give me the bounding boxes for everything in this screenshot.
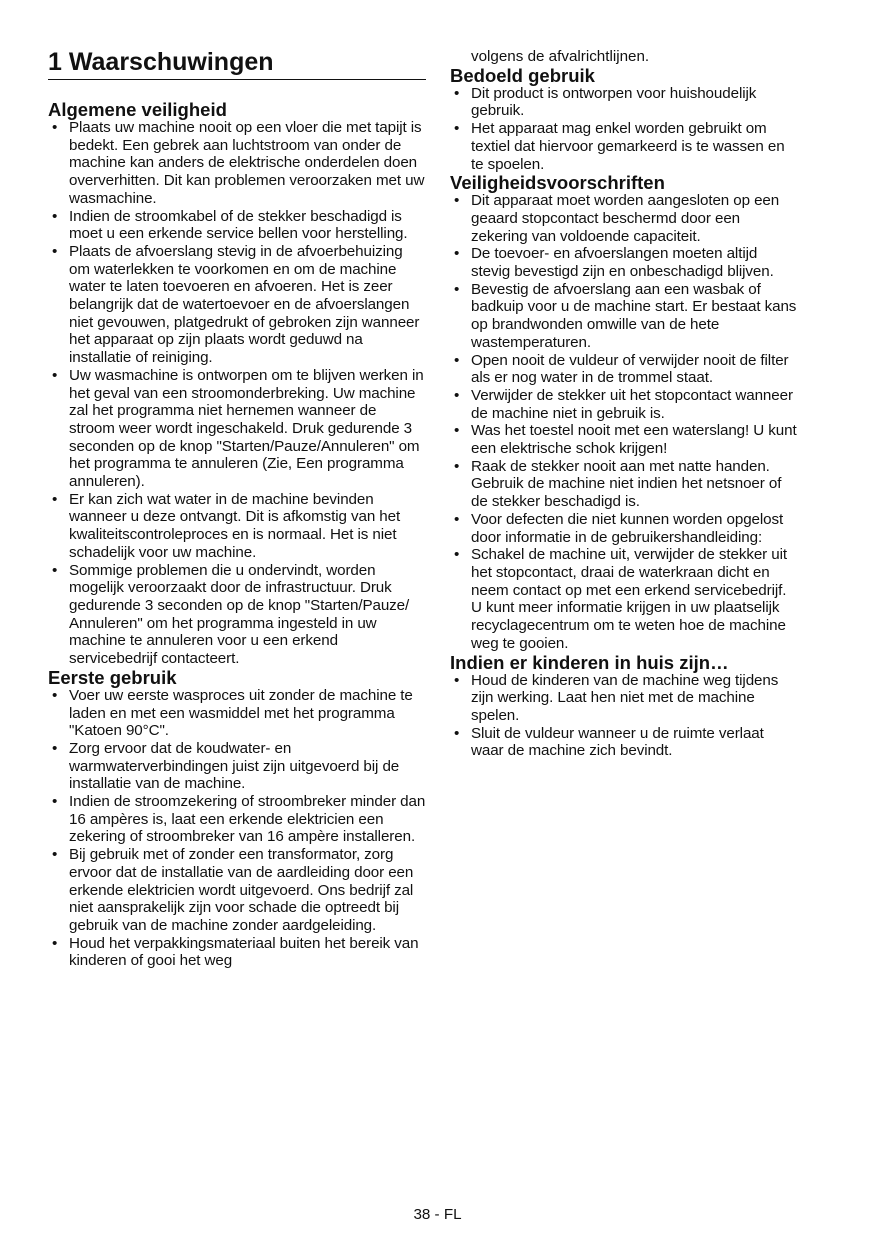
section-heading-children: Indien er kinderen in huis zijn… bbox=[450, 651, 729, 673]
list-item: • Uw wasmachine is ontworpen om te blijven werken in het geval van een stroomonderbreking. Uw machine zal het programma niet hernemen wanneer de stroom weer wordt ingeschakeld. Druk gedurende 3 seconden op de knop "Starten/Pauze/Annuleren" om het programma te annuleren (Zie, Een programma annuleren). bbox=[48, 367, 426, 491]
children-list bbox=[450, 672, 800, 761]
continued-text: volgens de afvalrichtlijnen. bbox=[471, 48, 650, 65]
intended-use-list bbox=[450, 85, 800, 174]
list-item: • Indien de stroomzekering of stroombreker minder dan 16 ampères is, laat een erkende elektricien een zekering of stroombreker van 16 ampère installeren. bbox=[48, 793, 426, 846]
list-item: • Voer uw eerste wasproces uit zonder de machine te laden en met een wasmiddel met het programma "Katoen 90°C". bbox=[48, 687, 426, 740]
list-item: • Voor defecten die niet kunnen worden opgelost door informatie in de gebruikershandleiding: bbox=[450, 511, 800, 546]
section-heading-intended-use: Bedoeld gebruik bbox=[450, 64, 595, 86]
left-column bbox=[48, 48, 426, 970]
safety-rules-list bbox=[450, 192, 800, 652]
first-use-list bbox=[48, 687, 426, 970]
list-item: • Bij gebruik met of zonder een transformator, zorg ervoor dat de installatie van de aardleiding door een erkende elektricien wordt uitgevoerd. Ons bedrijf zal niet aansprakelijk zijn voor schade die optreedt bij gebruik van de machine zonder aardgeleiding. bbox=[48, 846, 426, 935]
right-column bbox=[450, 48, 800, 760]
list-item: • Dit product is ontworpen voor huishoudelijk gebruik. bbox=[450, 85, 800, 120]
list-item: • Het apparaat mag enkel worden gebruikt om textiel dat hiervoor gemarkeerd is te wassen en te spoelen. bbox=[450, 120, 800, 173]
list-item: • Houd de kinderen van de machine weg tijdens zijn werking. Laat hen niet met de machine spelen. bbox=[450, 672, 800, 725]
section-heading-general-safety: Algemene veiligheid bbox=[48, 99, 227, 120]
list-item: • Dit apparaat moet worden aangesloten op een geaard stopcontact beschermd door een zekering van voldoende capaciteit. bbox=[450, 192, 800, 245]
section-heading-safety-rules: Veiligheidsvoorschriften bbox=[450, 172, 665, 194]
list-item: • Open nooit de vuldeur of verwijder nooit de filter als er nog water in de trommel staat. bbox=[450, 352, 800, 387]
page-title: 1 Waarschuwingen bbox=[48, 48, 426, 80]
list-item: • Plaats de afvoerslang stevig in de afvoerbehuizing om waterlekken te voorkomen en om de machine water te laten toevoeren en afvoeren. Het is zeer belangrijk dat de watertoevoer en de afvoerslangen niet gevouwen, platgedrukt of gebroken zijn wanneer het apparaat op zijn plaats wordt geduwd na installatie of reiniging. bbox=[48, 243, 426, 367]
list-item: • Sommige problemen die u ondervindt, worden mogelijk veroorzaakt door de infrastructuur. Druk gedurende 3 seconden op de knop "Starten/Pauze/ Annuleren" om het programma ingesteld in uw machine te annuleren voor u een erkend servicebedrijf contacteert. bbox=[48, 562, 426, 668]
list-item: • Houd het verpakkingsmateriaal buiten het bereik van kinderen of gooi het weg bbox=[48, 935, 426, 970]
list-item: • Was het toestel nooit met een waterslang! U kunt een elektrische schok krijgen! bbox=[450, 422, 800, 457]
list-item: • Verwijder de stekker uit het stopcontact wanneer de machine niet in gebruik is. bbox=[450, 387, 800, 422]
list-item: • Bevestig de afvoerslang aan een wasbak of badkuip voor u de machine start. Er bestaat kans op brandwonden omwille van de hete wastemperaturen. bbox=[450, 281, 800, 352]
page-number: 38 - FL bbox=[413, 1206, 462, 1223]
list-item: • Plaats uw machine nooit op een vloer die met tapijt is bedekt. Een gebrek aan luchtstroom van onder de machine kan anders de elektrische onderdelen doen oververhitten. Dit kan problemen veroorzaken met uw wasmachine. bbox=[48, 119, 426, 208]
list-item: • Raak de stekker nooit aan met natte handen. Gebruik de machine niet indien het netsnoer of de stekker beschadigd is. bbox=[450, 458, 800, 511]
list-item: • Er kan zich wat water in de machine bevinden wanneer u deze ontvangt. Dit is afkomstig van het kwaliteitscontroleproces en is normaal. Het is niet schadelijk voor uw machine. bbox=[48, 491, 426, 562]
list-item: • Zorg ervoor dat de koudwater- en warmwaterverbindingen juist zijn uitgevoerd bij de installatie van de machine. bbox=[48, 740, 426, 793]
general-safety-list bbox=[48, 119, 426, 668]
list-item: • Schakel de machine uit, verwijder de stekker uit het stopcontact, draai de waterkraan dicht en neem contact op met een erkend servicebedrijf. U kunt meer informatie krijgen in uw plaatselijk recyclagecentrum om te weten hoe de machine weg te gooien. bbox=[450, 546, 800, 652]
list-item: • Sluit de vuldeur wanneer u de ruimte verlaat waar de machine zich bevindt. bbox=[450, 725, 800, 760]
list-item: • De toevoer- en afvoerslangen moeten altijd stevig bevestigd zijn en onbeschadigd blijven. bbox=[450, 245, 800, 280]
section-heading-first-use: Eerste gebruik bbox=[48, 666, 177, 688]
list-item: • Indien de stroomkabel of de stekker beschadigd is moet u een erkende service bellen voor herstelling. bbox=[48, 208, 426, 243]
